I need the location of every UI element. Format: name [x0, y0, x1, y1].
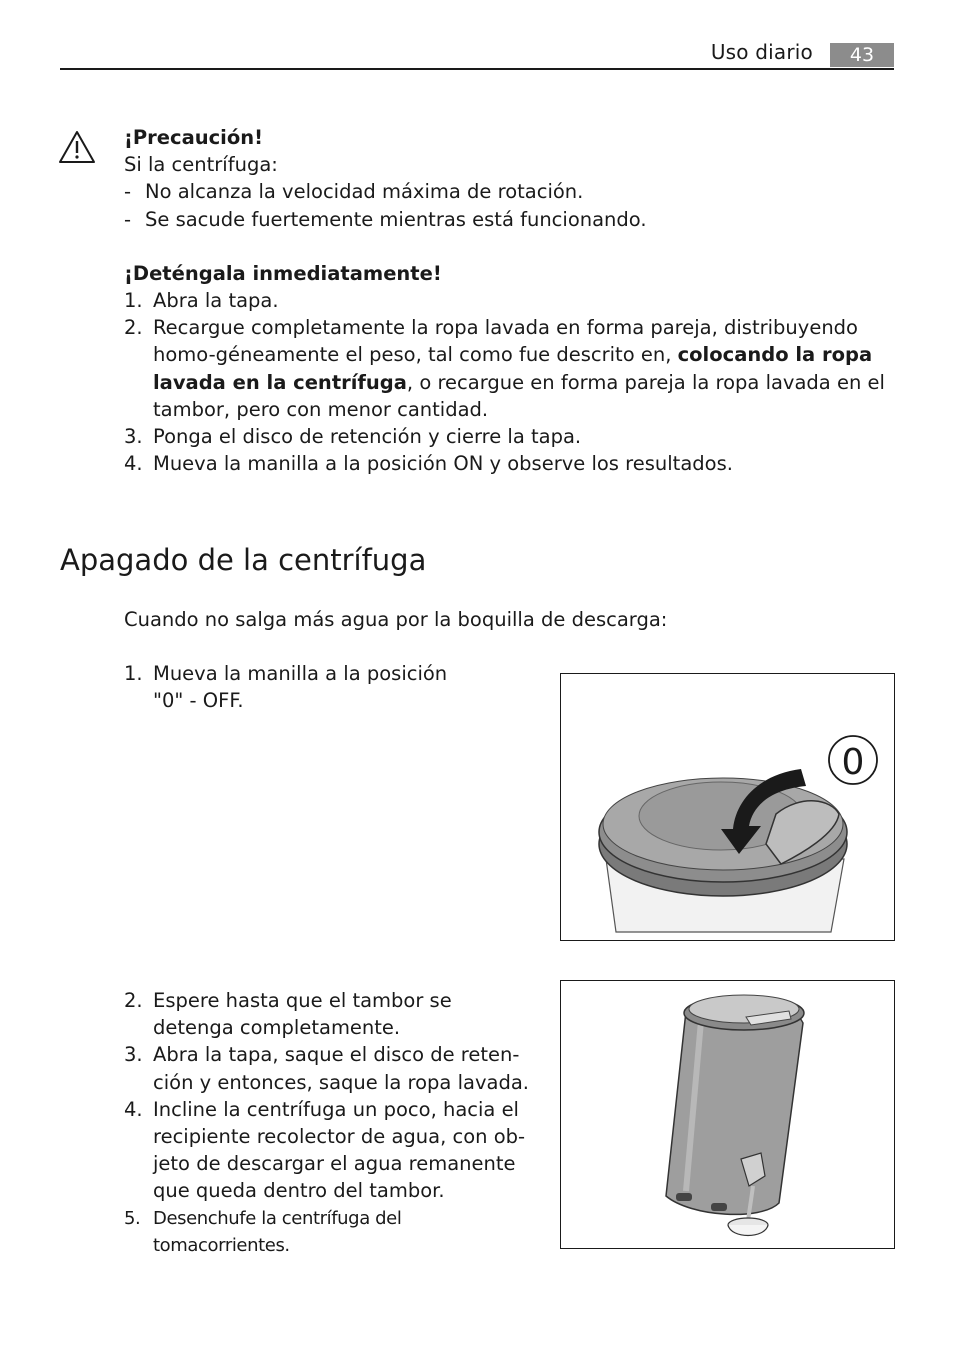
- stop-title: ¡Deténgala inmediatamente!: [124, 261, 442, 285]
- section-title: Apagado de la centrífuga: [60, 543, 427, 577]
- header-rule: [60, 68, 894, 70]
- list-item: 1. Abra la tapa.: [124, 289, 279, 313]
- section-intro: Cuando no salga más agua por la boquilla de descarga:: [124, 608, 668, 631]
- list-item: 4. Mueva la manilla a la posición ON y observe los resultados.: [124, 452, 733, 476]
- page-number: 43: [830, 43, 894, 67]
- stop-steps: [124, 287, 914, 477]
- list-item: - No alcanza la velocidad máxima de rotación.: [124, 180, 584, 204]
- list-item: 5. Desenchufe la centrífuga del tomacorrientes.: [124, 1207, 402, 1256]
- running-header-title: Uso diario: [710, 40, 813, 64]
- list-item: 1. Mueva la manilla a la posición "0" - OFF.: [124, 662, 448, 713]
- list-item: 2. Espere hasta que el tambor se detenga completamente.: [124, 989, 452, 1040]
- list-item: 2. Recargue completamente la ropa lavada en forma pareja, distribuyendo homo-géneamente el peso, tal como fue descrito en, colocando la ropa lavada en la centrífuga, o recargue en forma pareja la ropa lavada en el tambor, pero con menor cantidad.: [124, 316, 885, 421]
- caution-title: ¡Precaución!: [124, 126, 264, 149]
- list-item: 4. Incline la centrífuga un poco, hacia el recipiente recolector de agua, con ob-jeto de descargar el agua remanente que queda dentro del tambor.: [124, 1097, 526, 1203]
- steps-2-block: [124, 987, 534, 1259]
- drain-illustration: [561, 981, 894, 1248]
- list-item: 3. Ponga el disco de retención y cierre la tapa.: [124, 425, 582, 449]
- list-item: 3. Abra la tapa, saque el disco de reten-ción y entonces, saque la ropa lavada.: [124, 1043, 529, 1094]
- list-item: - Se sacude fuertemente mientras está funcionando.: [124, 207, 647, 231]
- figure-drain-dryer: [560, 980, 895, 1249]
- lid-illustration: [561, 674, 894, 940]
- figure-lid-handle: [560, 673, 895, 941]
- caution-block: [124, 124, 914, 477]
- reference-link-text: colocando la ropa lavada en la centrífuga: [153, 343, 873, 394]
- caution-list: [124, 178, 914, 232]
- dial-zero-label: 0: [841, 742, 865, 783]
- warning-icon: [58, 130, 96, 164]
- caution-intro: Si la centrífuga:: [124, 153, 278, 177]
- step-1-block: [124, 660, 454, 714]
